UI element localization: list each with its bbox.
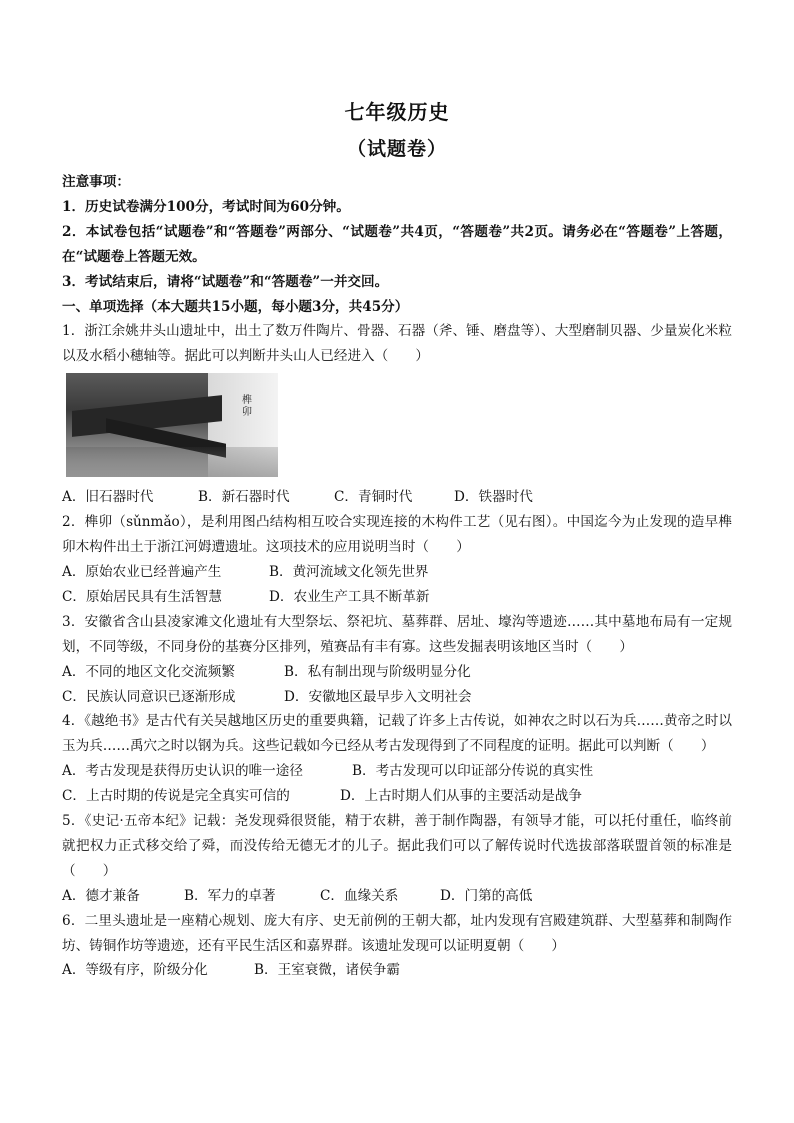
option-c: C．上古时期的传说是完全真实可信的 [62, 788, 290, 805]
option-c: C．原始居民具有生活智慧 [62, 588, 222, 605]
option-b: B．私有制出现与阶级明显分化 [284, 663, 471, 680]
option-a: A．原始农业已经普遍产生 [62, 563, 222, 580]
question-stem: 1．浙江余姚井头山遗址中，出土了数万件陶片、骨器、石器（斧、锤、磨盘等）、大型磨制贝器、少量炭化米粒以及水稻小穗轴等。据此可以判断井头山人已经进入（ ） [62, 323, 732, 365]
page-subtitle: （试题卷） [346, 138, 447, 160]
question-stem: 3．安徽省含山县凌家滩文化遗址有大型祭坛、祭祀坑、墓葬群、居址、壕沟等遗迹……其中墓地布局有一定规划，不同等级，不同身份的基赛分区排列，殖赛品有丰有寡。这些发掘表明该地区当时（ ） [62, 613, 732, 655]
photo-shadow [66, 447, 278, 477]
option-a: A．不同的地区文化交流频繁 [62, 663, 235, 680]
page-title: 七年级历史 [344, 100, 450, 124]
notice-heading: 注意事项： [62, 174, 130, 190]
option-a: A．旧石器时代 [62, 489, 154, 506]
option-row [62, 585, 732, 610]
notice-item: 1．历史试卷满分100分，考试时间为60分钟。 [62, 198, 350, 215]
option-b: B．考古发现可以印证部分传说的真实性 [352, 763, 594, 780]
option-a: A．德才兼备 [62, 887, 140, 904]
option-a: A．等级有序，阶级分化 [62, 962, 208, 979]
option-c: C．血缘关系 [320, 887, 399, 904]
option-d: D．农业生产工具不断革新 [269, 588, 430, 605]
photo-label: 榫卯 [242, 395, 252, 419]
option-row [62, 660, 732, 685]
question-stem: 2．榫卯（sǔnmǎo），是利用图凸结构相互咬合实现连接的木构件工艺（见右图）。中国迄今为止发现的造早榫卯木构件出土于浙江河姆遭遗址。这项技术的应用说明当时（ ） [62, 514, 732, 556]
option-c: C．民族认同意识已逐渐形成 [62, 688, 236, 705]
option-row [62, 958, 732, 983]
option-d: D．安徽地区最早步入文明社会 [284, 688, 472, 705]
notice-item: 3．考试结束后，请将“试题卷”和“答题卷”一并交回。 [62, 273, 389, 290]
option-b: B．王室衰微，诸侯争霸 [254, 962, 400, 979]
option-row [62, 560, 732, 585]
option-b: B．新石器时代 [198, 489, 290, 506]
option-row [62, 784, 732, 809]
mortise-tenon-photo [66, 373, 278, 477]
option-d: D．门第的高低 [440, 887, 533, 904]
option-d: D．铁器时代 [454, 489, 533, 506]
option-b: B．黄河流域文化领先世界 [269, 563, 429, 580]
option-row [62, 884, 732, 909]
question-stem: 5．《史记·五帝本纪》记载：尧发现舜很贤能，精于农耕，善于制作陶器，有领导才能，可以托付重任，临终前就把权力正式移交给了舜，而没传给无德无才的儿子。据此我们可以了解传说时代选拔部落联盟首领的标准是（ ） [62, 813, 732, 879]
question-stem: 4．《越绝书》是古代有关吴越地区历史的重要典籍，记载了许多上古传说，如神农之时以石为兵……黄帝之时以玉为兵……禹穴之时以钢为兵。这些记载如今已经从考古发现得到了不同程度的证明。据此可以判断（ ） [62, 713, 732, 755]
question-stem: 6．二里头遗址是一座精心规划、庞大有序、史无前例的王朝大都，址内发现有宫殿建筑群、大型墓葬和制陶作坊、铸铜作坊等遗迹，还有平民生活区和嘉界群。该遗址发现可以证明夏朝（ ） [62, 912, 732, 954]
option-c: C．青铜时代 [334, 489, 413, 506]
exam-body [62, 170, 732, 983]
option-row [62, 685, 732, 710]
option-b: B．军力的卓著 [184, 887, 276, 904]
section-heading: 一、单项选择（本大题共15小题，每小题3分，共45分） [62, 298, 409, 315]
option-row [62, 759, 732, 784]
option-a: A．考古发现是获得历史认识的唯一途径 [62, 763, 303, 780]
notice-item: 2．本试卷包括“试题卷”和“答题卷”两部分、“试题卷”共4页，“答题卷”共2页。请务必在“答题卷”上答题，在“试题卷上答题无效。 [62, 223, 732, 265]
option-d: D．上古时期人们从事的主要活动是战争 [340, 788, 582, 805]
option-row [62, 485, 732, 510]
